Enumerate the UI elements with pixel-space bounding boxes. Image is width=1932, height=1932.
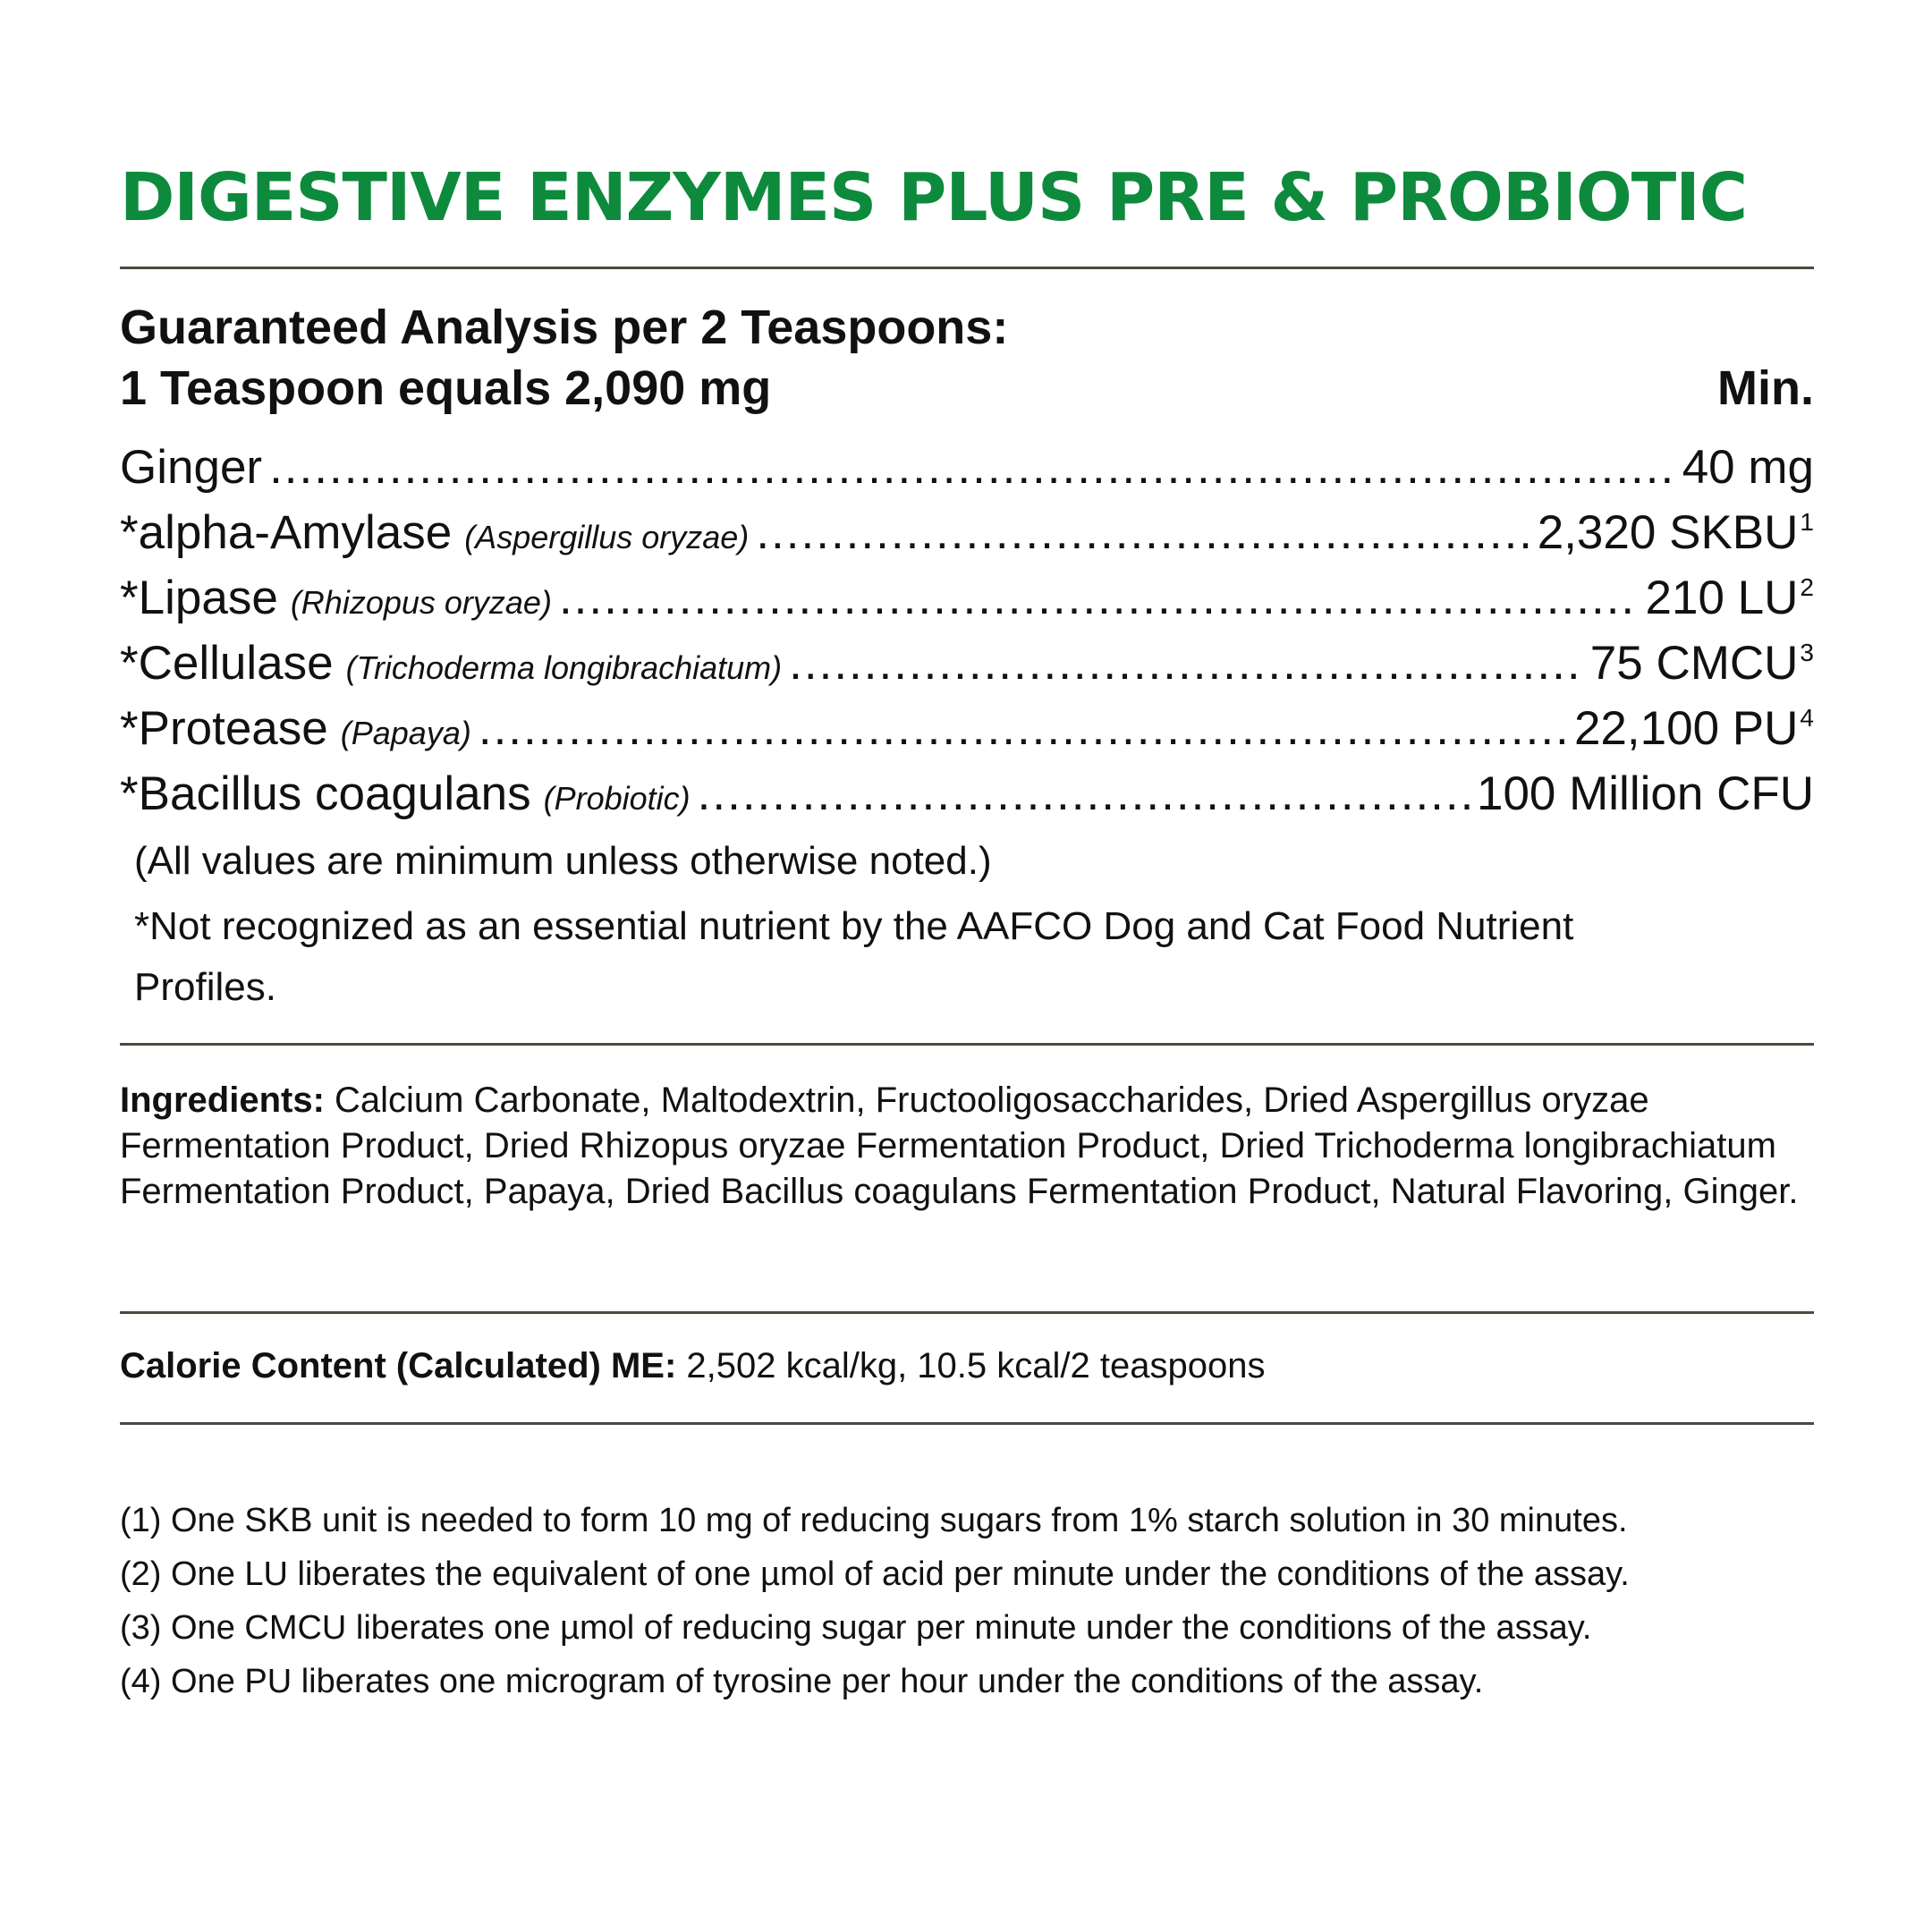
dot-leader	[479, 696, 1567, 761]
product-title: DIGESTIVE ENZYMES PLUS PRE & PROBIOTIC	[120, 159, 1748, 236]
divider	[120, 1422, 1814, 1425]
nutrient-value-text: 22,100 PU	[1573, 702, 1799, 755]
nutrient-name: *Lipase	[120, 572, 278, 624]
footnote-marker: 3	[1800, 639, 1814, 666]
nutrient-source: (Papaya)	[340, 715, 471, 751]
nutrient-source: (Probiotic)	[543, 780, 691, 817]
min-column-label: Min.	[1717, 361, 1814, 415]
nutrient-value	[1646, 565, 1814, 638]
nutrient-value	[1538, 500, 1814, 572]
minimum-values-note: (All values are minimum unless otherwise noted.)	[134, 839, 992, 883]
footnote-4: (4) One PU liberates one microgram of tyrosine per hour under the conditions of the assay.	[120, 1663, 1484, 1700]
nutrient-value	[1574, 696, 1814, 768]
ingredients-label: Ingredients:	[120, 1080, 325, 1120]
ingredients-block	[120, 1078, 1814, 1215]
footnote-3: (3) One CMCU liberates one µmol of reducing sugar per minute under the conditions of the assay.	[120, 1609, 1592, 1647]
nutrient-name: *Protease	[120, 702, 328, 755]
calorie-label: Calorie Content (Calculated) ME:	[120, 1346, 677, 1385]
divider	[120, 1311, 1814, 1314]
nutrient-name: *alpha-Amylase	[120, 506, 453, 559]
calorie-content	[120, 1342, 1814, 1390]
footnote-marker: 1	[1800, 508, 1814, 536]
footnote-marker: 2	[1800, 573, 1814, 601]
dot-leader	[789, 631, 1583, 696]
footnote-1: (1) One SKB unit is needed to form 10 mg of reducing sugars from 1% starch solution in 30 minutes.	[120, 1502, 1628, 1539]
nutrient-name: Ginger	[120, 441, 263, 494]
nutrient-value: 100 Million CFU	[1476, 767, 1814, 820]
nutrient-row-alpha-amylase	[120, 500, 1814, 565]
serving-size-row	[120, 358, 1814, 419]
nutrient-value-text: 210 LU	[1645, 572, 1799, 624]
dot-leader	[559, 565, 1639, 631]
nutrient-row-lipase	[120, 565, 1814, 631]
nutrient-row-bacillus-coagulans	[120, 761, 1814, 826]
aafco-note: *Not recognized as an essential nutrient by the AAFCO Dog and Cat Food Nutrient Profiles.	[134, 904, 1574, 1009]
footnote-list	[120, 1494, 1828, 1708]
divider	[120, 267, 1814, 269]
nutrient-name: *Bacillus coagulans	[120, 767, 531, 820]
ingredients-text: Calcium Carbonate, Maltodextrin, Fructooligosaccharides, Dried Aspergillus oryzae Fermentation Product, Dried Rhizopus oryzae Fermentation Product, Dried Trichoderma longibrachiatum Fermentation Product, Papaya, Dried Bacillus coagulans Fermentation Product, Natural Flavoring, Ginger.	[120, 1080, 1799, 1211]
serving-size-text: 1 Teaspoon equals 2,090 mg	[120, 361, 772, 415]
nutrient-source: (Trichoderma longibrachiatum)	[345, 649, 783, 686]
footnote-marker: 4	[1800, 704, 1814, 732]
nutrient-list	[120, 435, 1814, 826]
nutrient-source: (Rhizopus oryzae)	[290, 584, 552, 621]
nutrient-row-ginger	[120, 435, 1814, 500]
nutrient-row-cellulase	[120, 631, 1814, 696]
nutrient-name: *Cellulase	[120, 637, 334, 690]
footnote-2: (2) One LU liberates the equivalent of one µmol of acid per minute under the conditions of the assay.	[120, 1555, 1630, 1593]
nutrient-source: (Aspergillus oryzae)	[464, 519, 750, 555]
dot-leader	[756, 500, 1530, 565]
dot-leader	[269, 435, 1675, 500]
nutrient-row-protease	[120, 696, 1814, 761]
nutrient-value: 40 mg	[1682, 441, 1814, 494]
calorie-text: 2,502 kcal/kg, 10.5 kcal/2 teaspoons	[676, 1346, 1266, 1385]
dot-leader	[698, 761, 1470, 826]
divider	[120, 1043, 1814, 1046]
nutrient-value-text: 75 CMCU	[1589, 637, 1799, 690]
guaranteed-analysis-heading: Guaranteed Analysis per 2 Teaspoons:	[120, 301, 1009, 354]
nutrient-value-text: 2,320 SKBU	[1537, 506, 1799, 559]
nutrient-value	[1590, 631, 1814, 703]
